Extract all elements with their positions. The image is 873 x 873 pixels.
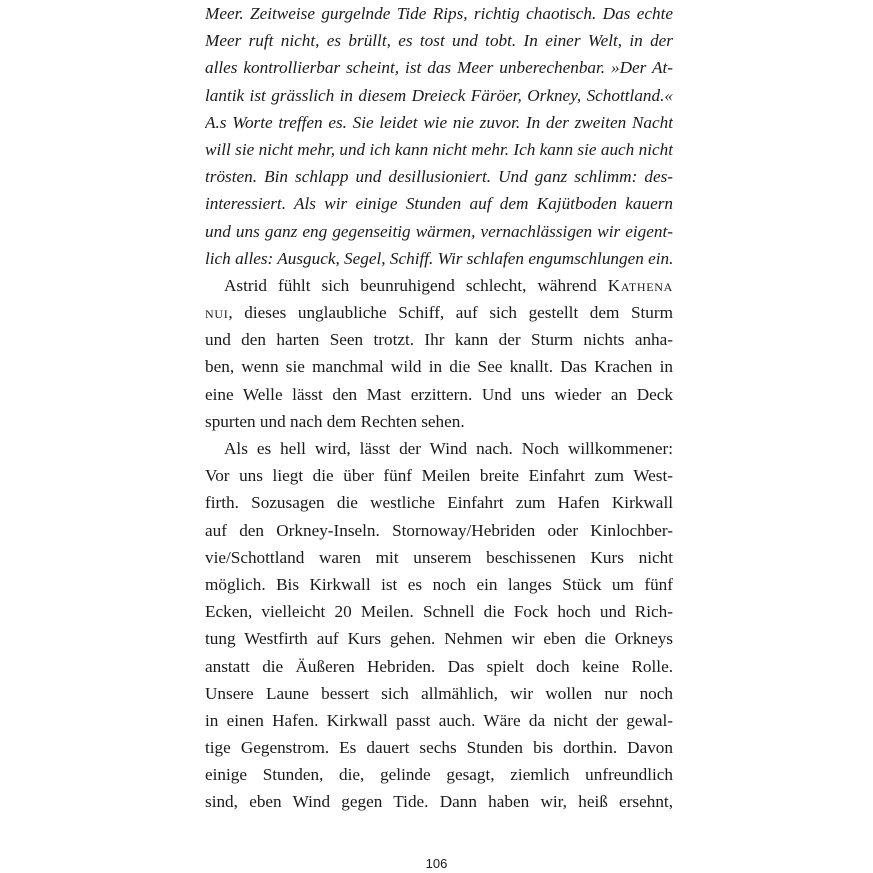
page-number: 106 <box>425 856 448 871</box>
italic-line: interessiert. Als wir einige Stunden auf dem Kajütboden kauern <box>205 194 673 214</box>
ship-name: nui <box>205 303 229 323</box>
paragraph-line: Unsere Laune bessert sich allmählich, wir wollen nur noch <box>205 683 673 703</box>
paragraph-line <box>205 299 673 326</box>
paragraph-line: anstatt die Äußeren Hebriden. Das spielt doch keine Rolle. <box>205 656 673 676</box>
paragraph-line: spurten und nach dem Rechten sehen. <box>205 411 465 431</box>
paragraph-line: in einen Hafen. Kirkwall passt auch. Wäre da nicht der gewal- <box>205 710 673 730</box>
text-run: , dieses unglaubliche Schiff, auf sich gestellt dem Sturm <box>228 303 673 323</box>
paragraph-line: sind, eben Wind gegen Tide. Dann haben wir, heiß ersehnt, <box>205 792 673 812</box>
paragraph-line: tige Gegenstrom. Es dauert sechs Stunden bis dorthin. Davon <box>205 738 673 758</box>
paragraph-line: firth. Sozusagen die westliche Einfahrt zum Hafen Kirkwall <box>205 493 673 513</box>
paragraph-line: möglich. Bis Kirkwall ist es noch ein langes Stück um fünf <box>205 574 673 594</box>
paragraph-line <box>205 272 673 299</box>
paragraph-line: Ecken, vielleicht 20 Meilen. Schnell die Fock hoch und Rich- <box>205 602 673 622</box>
italic-line: will sie nicht mehr, und ich kann nicht mehr. Ich kann sie auch nicht <box>205 139 673 159</box>
italic-line: alles kontrollierbar scheint, ist das Meer unberechenbar. »Der At- <box>205 58 673 78</box>
italic-line: und uns ganz eng gegenseitig wärmen, vernachlässigen wir eigent- <box>205 221 673 241</box>
paragraph-line: einige Stunden, die, gelinde gesagt, ziemlich unfreundlich <box>205 765 673 785</box>
paragraph-line: ben, wenn sie manchmal wild in die See knallt. Das Krachen in <box>205 357 673 377</box>
paragraph-line: und den harten Seen trotzt. Ihr kann der Sturm nichts anha- <box>205 330 673 350</box>
italic-passage <box>205 0 673 272</box>
italic-line: lich alles: Ausguck, Segel, Schiff. Wir schlafen engumschlungen ein. <box>205 248 673 268</box>
paragraph <box>205 435 673 816</box>
text-run: Astrid fühlt sich beunruhigend schlecht, während <box>224 275 608 295</box>
italic-line: Meer. Zeitweise gurgelnde Tide Rips, richtig chaotisch. Das echte <box>205 4 673 23</box>
paragraph-line: tung Westfirth auf Kurs gehen. Nehmen wir eben die Orkneys <box>205 629 673 649</box>
italic-line: A.s Worte treffen es. Sie leidet wie nie zuvor. In der zweiten Nacht <box>205 112 673 132</box>
italic-line: lantik ist grässlich in diesem Dreieck Färöer, Orkney, Schottland.« <box>205 85 673 105</box>
paragraph <box>205 272 673 435</box>
paragraph-line: vie/Schottland waren mit unserem beschissenen Kurs nicht <box>205 547 673 567</box>
paragraph-line: auf den Orkney-Inseln. Stornoway/Hebriden oder Kinlochber- <box>205 520 673 540</box>
italic-line: trösten. Bin schlapp und desillusioniert. Und ganz schlimm: des- <box>205 167 673 187</box>
ship-name: Kathena <box>607 275 673 295</box>
paragraph-line: Als es hell wird, lässt der Wind nach. Noch willkommener: <box>224 439 673 458</box>
paragraph-line: eine Welle lässt den Mast erzittern. Und uns wieder an Deck <box>205 384 673 404</box>
body-text <box>205 0 673 816</box>
italic-line: Meer ruft nicht, es brüllt, es tost und tobt. In einer Welt, in der <box>205 31 673 51</box>
paragraph-line: Vor uns liegt die über fünf Meilen breite Einfahrt zum West- <box>205 466 673 486</box>
